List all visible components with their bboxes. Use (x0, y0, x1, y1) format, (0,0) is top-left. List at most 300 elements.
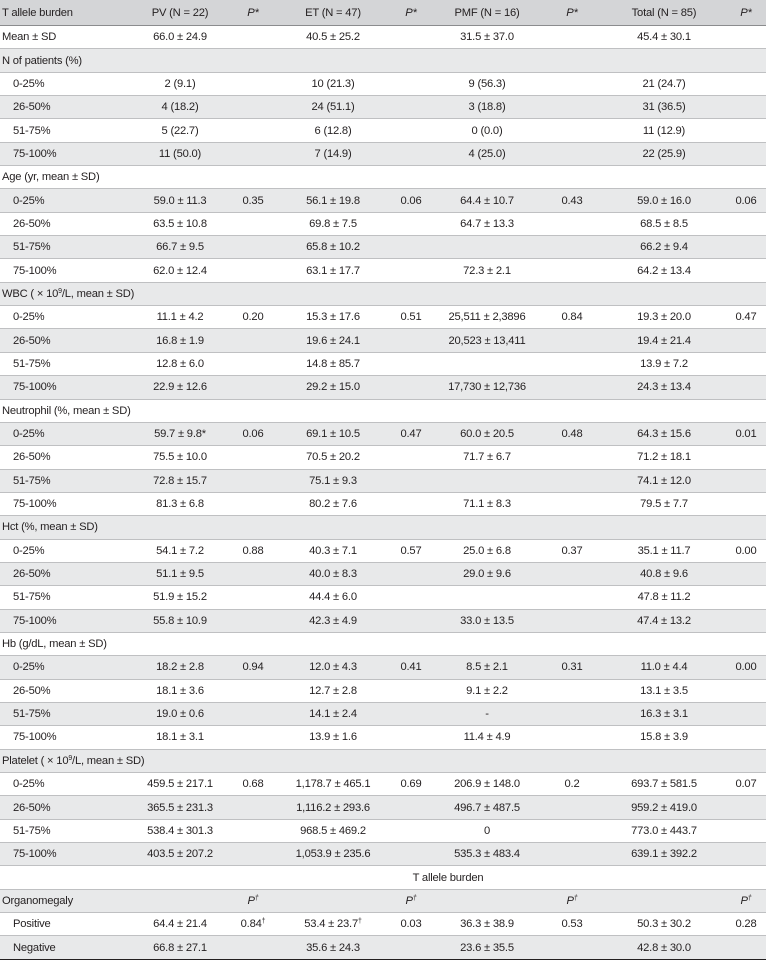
table-row (0, 142, 766, 165)
cell-p-et (390, 679, 432, 702)
cell-p-et (390, 376, 432, 399)
cell-p-pmf (542, 469, 602, 492)
cell-p-pmf (542, 259, 602, 282)
row-label: 51-75% (0, 119, 130, 142)
cell-p-total (726, 702, 766, 725)
table-row (0, 306, 766, 329)
cell-pmf: 17,730 ± 12,736 (432, 376, 542, 399)
cell-pv: 11.1 ± 4.2 (130, 306, 230, 329)
cell-total: 74.1 ± 12.0 (602, 469, 726, 492)
row-label: 75-100% (0, 492, 130, 515)
cell-et: 80.2 ± 7.6 (276, 492, 390, 515)
cell-p-total: P† (726, 889, 766, 912)
cell-p-pmf: 0.31 (542, 656, 602, 679)
cell-et: 70.5 ± 20.2 (276, 446, 390, 469)
row-label: 0-25% (0, 189, 130, 212)
cell-pmf: 31.5 ± 37.0 (432, 26, 542, 49)
header-row (0, 0, 766, 26)
cell-pv: 5 (22.7) (130, 119, 230, 142)
cell-pmf: 72.3 ± 2.1 (432, 259, 542, 282)
cell-p-pv (230, 609, 276, 632)
cell-p-pv: 0.88 (230, 539, 276, 562)
cell-pv: 2 (9.1) (130, 72, 230, 95)
cell-pmf: 535.3 ± 483.4 (432, 843, 542, 866)
cell-pv: 22.9 ± 12.6 (130, 376, 230, 399)
cell-total: 11.0 ± 4.4 (602, 656, 726, 679)
cell-pv: 66.7 ± 9.5 (130, 236, 230, 259)
cell-p-pv: 0.06 (230, 422, 276, 445)
cell-p-pv (230, 726, 276, 749)
cell-et: 29.2 ± 15.0 (276, 376, 390, 399)
cell-p-total (726, 376, 766, 399)
cell-p-total: 0.28 (726, 913, 766, 936)
cell-pv: 66.0 ± 24.9 (130, 26, 230, 49)
cell-p-pmf (542, 586, 602, 609)
cell-p-et (390, 72, 432, 95)
cell-p-total (726, 212, 766, 235)
row-label: 0-25% (0, 306, 130, 329)
cell-p-pv: 0.68 (230, 773, 276, 796)
cell-p-total (726, 236, 766, 259)
cell-p-total (726, 796, 766, 819)
cell-p-total: 0.47 (726, 306, 766, 329)
cell-total: 50.3 ± 30.2 (602, 913, 726, 936)
header-p-pmf: P* (542, 0, 602, 26)
section-header-n-patients (0, 49, 766, 72)
cell-pv: 72.8 ± 15.7 (130, 469, 230, 492)
row-label: Positive (0, 913, 130, 936)
cell-pv: 365.5 ± 231.3 (130, 796, 230, 819)
row-label: Negative (0, 936, 130, 959)
cell-pmf: 11.4 ± 4.9 (432, 726, 542, 749)
row-label: 51-75% (0, 819, 130, 842)
cell-pv: 55.8 ± 10.9 (130, 609, 230, 632)
row-label: 26-50% (0, 562, 130, 585)
cell-et: 19.6 ± 24.1 (276, 329, 390, 352)
table-row (0, 539, 766, 562)
cell-p-pmf (542, 212, 602, 235)
cell-pmf: 64.7 ± 13.3 (432, 212, 542, 235)
cell-p-et (390, 819, 432, 842)
cell-p-total (726, 609, 766, 632)
cell-p-total (726, 726, 766, 749)
cell-p-pv (230, 819, 276, 842)
cell-p-total (726, 72, 766, 95)
cell-p-pmf (542, 446, 602, 469)
cell-pmf (432, 889, 542, 912)
cell-p-pv (230, 586, 276, 609)
cell-et: 15.3 ± 17.6 (276, 306, 390, 329)
table-row (0, 913, 766, 936)
cell-p-pv (230, 376, 276, 399)
cell-total: 11 (12.9) (602, 119, 726, 142)
cell-p-et (390, 96, 432, 119)
cell-p-pmf: 0.2 (542, 773, 602, 796)
cell-et: 14.8 ± 85.7 (276, 352, 390, 375)
cell-pv: 18.2 ± 2.8 (130, 656, 230, 679)
cell-p-pmf (542, 702, 602, 725)
cell-et: 1,178.7 ± 465.1 (276, 773, 390, 796)
cell-pmf: 4 (25.0) (432, 142, 542, 165)
cell-p-total (726, 96, 766, 119)
subheader-t-allele-burden (0, 866, 766, 889)
cell-pv: 538.4 ± 301.3 (130, 819, 230, 842)
row-label: 75-100% (0, 843, 130, 866)
cell-total: 64.3 ± 15.6 (602, 422, 726, 445)
cell-et: 42.3 ± 4.9 (276, 609, 390, 632)
table-row (0, 212, 766, 235)
cell-pv: 66.8 ± 27.1 (130, 936, 230, 959)
cell-pv: 64.4 ± 21.4 (130, 913, 230, 936)
cell-et: 63.1 ± 17.7 (276, 259, 390, 282)
cell-pmf: 3 (18.8) (432, 96, 542, 119)
cell-p-pv (230, 329, 276, 352)
cell-total: 693.7 ± 581.5 (602, 773, 726, 796)
cell-pmf (432, 236, 542, 259)
cell-p-pmf: 0.84 (542, 306, 602, 329)
cell-p-total: 0.06 (726, 189, 766, 212)
cell-et: 6 (12.8) (276, 119, 390, 142)
cell-pv: 51.1 ± 9.5 (130, 562, 230, 585)
header-et: ET (N = 47) (276, 0, 390, 26)
cell-pv: 59.7 ± 9.8* (130, 422, 230, 445)
table-row (0, 376, 766, 399)
table-row (0, 189, 766, 212)
cell-pv: 54.1 ± 7.2 (130, 539, 230, 562)
cell-total: 639.1 ± 392.2 (602, 843, 726, 866)
cell-p-et: 0.03 (390, 913, 432, 936)
cell-p-pmf (542, 679, 602, 702)
row-label: 26-50% (0, 96, 130, 119)
row-label: 51-75% (0, 702, 130, 725)
cell-total: 959.2 ± 419.0 (602, 796, 726, 819)
row-label: 0-25% (0, 539, 130, 562)
cell-p-et (390, 726, 432, 749)
cell-pmf: 64.4 ± 10.7 (432, 189, 542, 212)
cell-et: 53.4 ± 23.7† (276, 913, 390, 936)
cell-total: 66.2 ± 9.4 (602, 236, 726, 259)
cell-pmf: 25.0 ± 6.8 (432, 539, 542, 562)
row-label: 75-100% (0, 259, 130, 282)
cell-pmf: 9 (56.3) (432, 72, 542, 95)
cell-pmf: - (432, 702, 542, 725)
table-row (0, 702, 766, 725)
cell-p-pmf (542, 236, 602, 259)
table-row (0, 773, 766, 796)
table-row (0, 329, 766, 352)
cell-total: 35.1 ± 11.7 (602, 539, 726, 562)
cell-pmf: 60.0 ± 20.5 (432, 422, 542, 445)
cell-pmf: 0 (0.0) (432, 119, 542, 142)
cell-p-total (726, 446, 766, 469)
cell-total: 40.8 ± 9.6 (602, 562, 726, 585)
cell-pmf: 29.0 ± 9.6 (432, 562, 542, 585)
cell-pv: 403.5 ± 207.2 (130, 843, 230, 866)
table-row (0, 72, 766, 95)
cell-p-pv (230, 843, 276, 866)
cell-p-pmf (542, 819, 602, 842)
cell-total: 79.5 ± 7.7 (602, 492, 726, 515)
table-row (0, 352, 766, 375)
cell-et: 40.3 ± 7.1 (276, 539, 390, 562)
table-row (0, 446, 766, 469)
cell-pmf: 0 (432, 819, 542, 842)
table-row (0, 259, 766, 282)
cell-p-total (726, 586, 766, 609)
row-label: 51-75% (0, 469, 130, 492)
row-label: 0-25% (0, 656, 130, 679)
row-label: 51-75% (0, 352, 130, 375)
cell-p-pmf (542, 119, 602, 142)
cell-total: 45.4 ± 30.1 (602, 26, 726, 49)
cell-total: 47.8 ± 11.2 (602, 586, 726, 609)
cell-p-pv (230, 212, 276, 235)
table-row (0, 843, 766, 866)
cell-p-pmf: 0.43 (542, 189, 602, 212)
cell-p-et: P† (390, 889, 432, 912)
table-row (0, 656, 766, 679)
cell-p-et: 0.47 (390, 422, 432, 445)
cell-p-pv (230, 142, 276, 165)
cell-p-et (390, 446, 432, 469)
cell-total: 13.9 ± 7.2 (602, 352, 726, 375)
cell-p-et: 0.06 (390, 189, 432, 212)
row-label: 26-50% (0, 796, 130, 819)
cell-p-pv (230, 469, 276, 492)
cell-p-pmf (542, 609, 602, 632)
cell-p-pmf (542, 843, 602, 866)
cell-p-et (390, 236, 432, 259)
cell-pv: 12.8 ± 6.0 (130, 352, 230, 375)
cell-p-pmf (542, 936, 602, 959)
cell-pv: 63.5 ± 10.8 (130, 212, 230, 235)
cell-p-total (726, 329, 766, 352)
cell-total: 16.3 ± 3.1 (602, 702, 726, 725)
cell-p-pv (230, 352, 276, 375)
cell-p-et (390, 562, 432, 585)
cell-et: 44.4 ± 6.0 (276, 586, 390, 609)
section-title: Neutrophil (%, mean ± SD) (0, 399, 766, 422)
cell-et: 40.5 ± 25.2 (276, 26, 390, 49)
cell-total: 13.1 ± 3.5 (602, 679, 726, 702)
cell-total: 47.4 ± 13.2 (602, 609, 726, 632)
table-row-mean (0, 26, 766, 49)
cell-p-pv (230, 259, 276, 282)
cell-p-pv: 0.84† (230, 913, 276, 936)
cell-p-pmf (542, 726, 602, 749)
cell-et: 14.1 ± 2.4 (276, 702, 390, 725)
cell-p-et (390, 609, 432, 632)
section-title: Hb (g/dL, mean ± SD) (0, 632, 766, 655)
cell-p-total: 0.01 (726, 422, 766, 445)
cell-p-total (726, 936, 766, 959)
cell-p-total (726, 352, 766, 375)
cell-pv: 62.0 ± 12.4 (130, 259, 230, 282)
cell-p-et: 0.57 (390, 539, 432, 562)
section-title: Age (yr, mean ± SD) (0, 166, 766, 189)
table-row (0, 96, 766, 119)
cell-p-et: 0.51 (390, 306, 432, 329)
cell-pmf: 8.5 ± 2.1 (432, 656, 542, 679)
cell-et: 69.1 ± 10.5 (276, 422, 390, 445)
cell-p-pv (230, 446, 276, 469)
cell-total: 15.8 ± 3.9 (602, 726, 726, 749)
cell-pmf: 20,523 ± 13,411 (432, 329, 542, 352)
cell-pmf: 25,511 ± 2,3896 (432, 306, 542, 329)
cell-pmf (432, 352, 542, 375)
cell-p-pmf: P† (542, 889, 602, 912)
cell-total: 42.8 ± 30.0 (602, 936, 726, 959)
cell-p-et (390, 142, 432, 165)
cell-p-pv: 0.35 (230, 189, 276, 212)
table-row (0, 819, 766, 842)
cell-et: 35.6 ± 24.3 (276, 936, 390, 959)
cell-p-total (726, 119, 766, 142)
cell-p-pmf (542, 72, 602, 95)
cell-total: 59.0 ± 16.0 (602, 189, 726, 212)
cell-p-pmf (542, 376, 602, 399)
cell-total (602, 889, 726, 912)
header-pv: PV (N = 22) (130, 0, 230, 26)
section-header-age (0, 166, 766, 189)
cell-et: 13.9 ± 1.6 (276, 726, 390, 749)
cell-pv (130, 889, 230, 912)
cell-pv: 81.3 ± 6.8 (130, 492, 230, 515)
table-row (0, 562, 766, 585)
cell-p-pmf (542, 142, 602, 165)
cell-pv: 18.1 ± 3.1 (130, 726, 230, 749)
subheader-title: T allele burden (130, 866, 766, 889)
row-label: 0-25% (0, 773, 130, 796)
cell-pmf: 71.1 ± 8.3 (432, 492, 542, 515)
table-row (0, 422, 766, 445)
row-label: 51-75% (0, 236, 130, 259)
row-label: 26-50% (0, 679, 130, 702)
section-header-hct (0, 516, 766, 539)
cell-pmf: 206.9 ± 148.0 (432, 773, 542, 796)
cell-p-total (726, 492, 766, 515)
cell-p-total (726, 26, 766, 49)
cell-p-et (390, 843, 432, 866)
section-header-organomegaly (0, 889, 766, 912)
row-label: 26-50% (0, 329, 130, 352)
cell-pmf (432, 469, 542, 492)
cell-p-total (726, 843, 766, 866)
section-header-hb (0, 632, 766, 655)
table-row (0, 936, 766, 959)
cell-total: 31 (36.5) (602, 96, 726, 119)
cell-p-et (390, 586, 432, 609)
cell-pmf: 71.7 ± 6.7 (432, 446, 542, 469)
header-total: Total (N = 85) (602, 0, 726, 26)
cell-p-pv: P† (230, 889, 276, 912)
row-label: 75-100% (0, 609, 130, 632)
section-title: Organomegaly (0, 889, 130, 912)
row-label: 26-50% (0, 212, 130, 235)
cell-total: 68.5 ± 8.5 (602, 212, 726, 235)
cell-p-pmf (542, 26, 602, 49)
cell-p-total: 0.00 (726, 539, 766, 562)
cell-et: 968.5 ± 469.2 (276, 819, 390, 842)
cell-et: 7 (14.9) (276, 142, 390, 165)
cell-pv: 19.0 ± 0.6 (130, 702, 230, 725)
table-row (0, 469, 766, 492)
section-title: Platelet ( × $10^9/L$, mean ± SD) (0, 749, 766, 772)
cell-p-et (390, 259, 432, 282)
cell-p-pmf (542, 96, 602, 119)
section-title: WBC ( × $10^9/L$, mean ± SD) (0, 282, 766, 305)
cell-total: 19.4 ± 21.4 (602, 329, 726, 352)
cell-p-et (390, 492, 432, 515)
cell-p-pmf (542, 492, 602, 515)
cell-et: 40.0 ± 8.3 (276, 562, 390, 585)
cell-p-total (726, 142, 766, 165)
spacer (0, 866, 130, 889)
table-row (0, 726, 766, 749)
cell-p-total (726, 469, 766, 492)
cell-p-pv (230, 119, 276, 142)
cell-p-pv (230, 936, 276, 959)
cell-total: 71.2 ± 18.1 (602, 446, 726, 469)
cell-p-et (390, 469, 432, 492)
cell-p-pv (230, 72, 276, 95)
row-label: 75-100% (0, 726, 130, 749)
cell-p-et (390, 119, 432, 142)
header-pmf: PMF (N = 16) (432, 0, 542, 26)
cell-pmf: 36.3 ± 38.9 (432, 913, 542, 936)
cell-p-pv: 0.20 (230, 306, 276, 329)
cell-pmf: 496.7 ± 487.5 (432, 796, 542, 819)
cell-pmf (432, 586, 542, 609)
row-label: 75-100% (0, 142, 130, 165)
cell-p-total (726, 819, 766, 842)
cell-total: 19.3 ± 20.0 (602, 306, 726, 329)
cell-p-pv (230, 796, 276, 819)
cell-et: 24 (51.1) (276, 96, 390, 119)
cell-pv: 459.5 ± 217.1 (130, 773, 230, 796)
cell-p-total: 0.00 (726, 656, 766, 679)
cell-et: 69.8 ± 7.5 (276, 212, 390, 235)
cell-pmf: 23.6 ± 35.5 (432, 936, 542, 959)
cell-pv: 75.5 ± 10.0 (130, 446, 230, 469)
table-row (0, 236, 766, 259)
cell-p-et (390, 796, 432, 819)
cell-p-et: 0.69 (390, 773, 432, 796)
cell-pv: 4 (18.2) (130, 96, 230, 119)
header-p-total: P* (726, 0, 766, 26)
cell-p-total (726, 679, 766, 702)
cell-et: 1,053.9 ± 235.6 (276, 843, 390, 866)
cell-total: 64.2 ± 13.4 (602, 259, 726, 282)
table-row (0, 586, 766, 609)
cell-et: 75.1 ± 9.3 (276, 469, 390, 492)
section-title: Hct (%, mean ± SD) (0, 516, 766, 539)
cell-total: 24.3 ± 13.4 (602, 376, 726, 399)
cell-p-et (390, 352, 432, 375)
section-header-platelet (0, 749, 766, 772)
cell-p-pmf (542, 352, 602, 375)
cell-et: 12.7 ± 2.8 (276, 679, 390, 702)
cell-et (276, 889, 390, 912)
cell-p-pmf: 0.37 (542, 539, 602, 562)
cell-et: 1,116.2 ± 293.6 (276, 796, 390, 819)
section-title: N of patients (%) (0, 49, 766, 72)
row-label: 51-75% (0, 586, 130, 609)
cell-p-pv (230, 702, 276, 725)
cell-p-pv (230, 562, 276, 585)
cell-p-pv (230, 679, 276, 702)
cell-total: 22 (25.9) (602, 142, 726, 165)
